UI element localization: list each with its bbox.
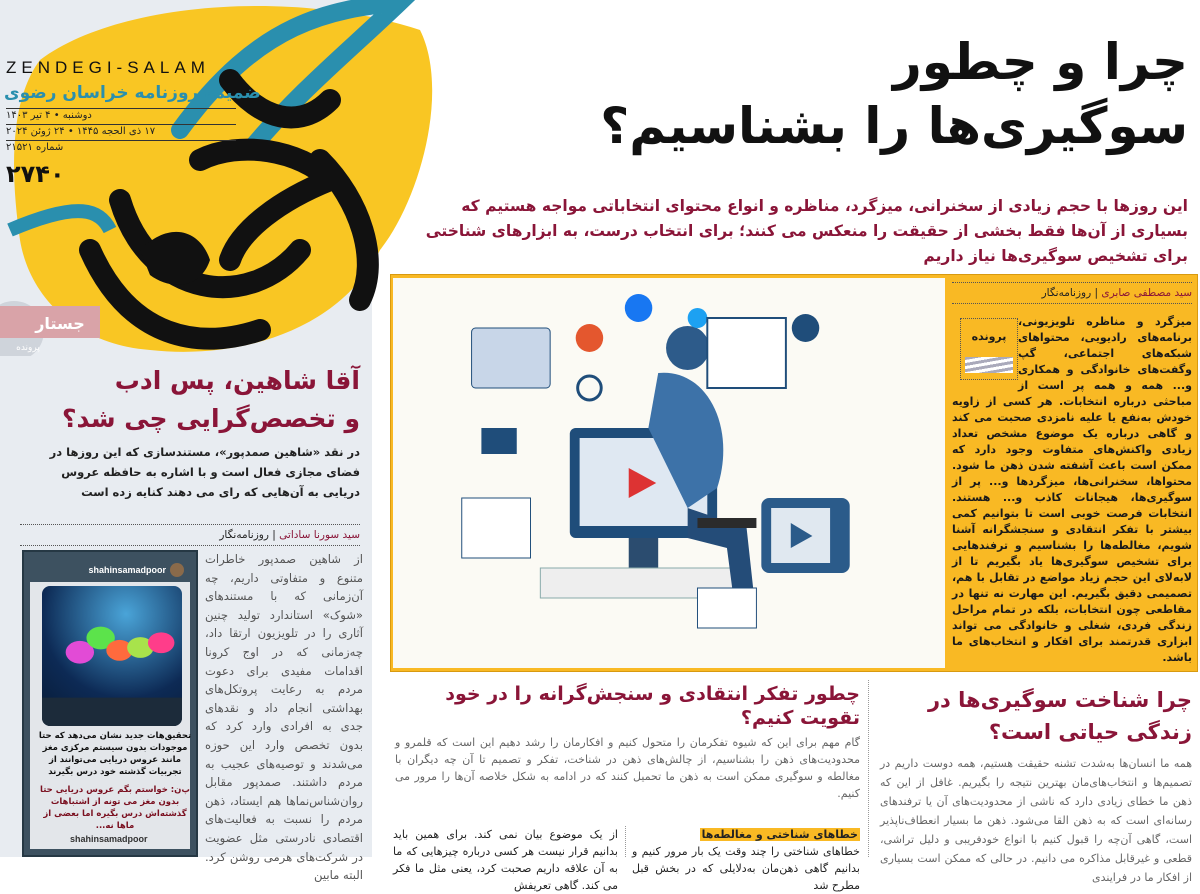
illustration-person-media xyxy=(393,278,945,668)
side-headline xyxy=(20,362,360,438)
person-head xyxy=(666,326,709,370)
right-body: همه ما انسان‌ها به‌شدت تشنه حقیقت هستیم، همه دوست داریم در تصمیم‌ها و انتخاب‌های‌مان بهترین نتیجه را بگیریم. غافل از این که ذهن ما خطای زیادی دارد که ناشی از محدودیت‌های آن یا ترفندهای رسانه‌ای است که به ذهن القا می‌شود. ذهن ما بسیار انعطاف‌ناپذیر است، گاهی آن‌چه را قبول کنیم با انواع خودفریبی و دلیل تراشی، قطعی و غیرقابل مذاکره می دانیم. در حالی که ممکن است بسیاری از افکار ما در فرایندی xyxy=(880,757,1192,884)
main-headline-line1: چرا و چطور xyxy=(892,33,1188,91)
subheading: خطاهای شناختی و مغالطه‌ها xyxy=(701,828,858,841)
jostar-tag-text: جستار xyxy=(35,314,85,333)
stool xyxy=(697,518,756,528)
feature-body xyxy=(952,314,1192,666)
post-caption: تحقیق‌هات جدید نشان می‌دهد که حتا موجودات بدون سیستم مرکزی مغز مانند عروس دریایی می‌توانند از تجربیات گذشته خود درس بگیرند xyxy=(38,731,192,777)
main-lead: این روزها با حجم زیادی از سخنرانی، میزگرد، مناظره و انواع محتوای انتخاباتی مواجه هستیم که بسیاری از آن‌ها فقط بخشی از حقیقت را منعکس می کنند؛ برای انتخاب درست، به ابزارهای شناختی برای تشخیص سوگیری‌ها نیاز داریم xyxy=(425,197,1188,265)
right-headline: چرا شناخت سوگیری‌ها در زندگی حیاتی است؟ xyxy=(927,688,1192,744)
mail-icon xyxy=(481,428,516,454)
side-headline-line1: آقا شاهین، پس ادب xyxy=(114,366,360,395)
middle-column-2: از یک موضوع بیان نمی کند. برای همین باید بدانیم قرار نیست هر کسی درباره چیزهایی که ما به آن علاقه داریم صحبت کرد، یعنی مثل ما فکر می کند. گاهی تعریفش xyxy=(393,828,618,892)
middle-lead: گام مهم برای این که شیوه تفکرمان را متحول کنیم و افکارمان را رشد دهیم این است که قلمرو و محدودیت‌های ذهن را بشناسیم، از چالش‌های ذهن در شناخت، تفکر و تصمیم تا آن چه دیگران با مغالطه و سوگیری ممکن است به ذهن ما تحمیل کنند که در ادامه به شکل خلاصه آن‌ها را مرور می کنیم. xyxy=(395,736,860,800)
author-role: روزنامه‌نگار xyxy=(219,529,269,541)
badge-label: پرونده xyxy=(971,330,1007,343)
byline: سید مصطفی صابری | روزنامه‌نگار xyxy=(952,282,1192,304)
papers-icon xyxy=(462,498,531,558)
jellyfish-image xyxy=(42,586,182,726)
middle-headline: چطور تفکر انتقادی و سنجش‌گرانه را در خود تقویت کنیم؟ xyxy=(445,683,860,729)
author-name: سید سورنا ساداتی xyxy=(279,529,360,541)
globe-icon xyxy=(578,376,602,400)
supplement-number: ۲۷۴۰ xyxy=(6,160,65,188)
main-headline xyxy=(388,30,1188,158)
middle-column-1 xyxy=(632,826,860,894)
supplement-title: ضمیمه روزنامه خراسان رضوی xyxy=(4,83,261,103)
author-role: روزنامه‌نگار xyxy=(1041,287,1092,299)
side-body: از شاهین صمدپور خاطرات متنوع و متفاوتی داریم، چه آن‌زمانی که با مستندهای «شوک» استاندارد تولید چنین آثاری را در تلویزیون ارتقا داد، چه‌زمانی که در اوج کرونا اقدامات مفیدی برای دعوت مردم به رعایت پروتکل‌های بهداشتی انجام داد و نقدهای جدی به افرادی وارد کرد که بدون تخصص وارد این حوزه می‌شدند و توصیه‌های عجیب به مردم داشتند. صمدپور مقابل روان‌شناس‌نماها هم ایستاد، ذهن مردم را نسبت به فعالیت‌های اقتصادی نادرستی مثل عضویت در شرکت‌های هرمی روشن کرد. البته مابین xyxy=(205,552,363,883)
column-divider xyxy=(868,680,869,857)
twitter-icon xyxy=(688,308,708,328)
star-icon xyxy=(792,314,820,342)
brand-latin: ZENDEGI-SALAM xyxy=(6,58,210,77)
stripes-icon xyxy=(965,357,1013,373)
dossier-badge xyxy=(960,318,1018,380)
main-headline-line2: سوگیری‌ها را بشناسیم؟ xyxy=(600,97,1188,155)
middle-column-1-text: خطاهای شناختی را چند وقت یک بار مرور کنیم و بدانیم گاهی ذهن‌مان به‌دلایلی که در بخش قبل مطرح شد xyxy=(632,845,860,892)
side-lead: در نقد «شاهین صمدپور»، مستندسازی که این روزها در فضای مجازی فعال است و با اشاره به حافظه عروس دریایی به آن‌هایی که رای می دهند کنایه زده است xyxy=(49,445,360,499)
avatar xyxy=(170,563,184,577)
jostar-tag xyxy=(0,296,100,356)
chat-icon xyxy=(576,324,604,352)
feature-body-text: میزگرد و مناظره تلویزیونی، برنامه‌های رادیویی، محتواهای شبکه‌های اجتماعی، گپ وگفت‌های خانوادگی و همکاری و... همه و همه پر است از مباحثی درباره انتخابات. هر کسی از زاویه خودش به‌نفع یا علیه نامزدی صحبت می کند و گاهی درباره یک موضوع مشخص تعداد زیادی واکنش‌های متفاوت وجود دارد که ممکن است باعث آشفته شدن ذهن ما شود. محتواها، سخنرانی‌ها، میزگردها و... پر از سوگیری‌ها، هیجانات کاذب و... هستند. انتخابات فرصت خوبی است تا بتوانیم کمی بیشتر با تفکر انتقادی و سنجشگرانه آشنا شویم، مغالطه‌ها را بشناسیم و ترفندهایی برای تشخیص سوگیری‌ها یاد بگیریم تا از لابه‌لای این حجم زیاد مواضع در تقابل با هم، تصمیمی دقیق بگیریم. این مهارت نه تنها در مقاطعی چون انتخابات، بلکه در تمام مراحل زندگی فردی، شغلی و خانوادگی می تواند ابزاری قدرتمند برای افکار و انتخاب‌های ما باشد. xyxy=(952,315,1192,664)
newspaper-icon xyxy=(707,318,786,388)
post-handle-footer: shahinsamadpoor xyxy=(70,834,148,844)
facebook-icon xyxy=(625,294,653,322)
issue-number: شماره ۲۱۵۲۱ xyxy=(6,140,236,154)
post-comment: پ‌ن: خواستم بگم عروس دریایی حتا بدون مغز می تونه از اشتباهات گذشته‌اش درس بگیره اما بعضی از ماها نه... xyxy=(40,785,190,831)
jostar-tag-sub: پرونده xyxy=(16,343,40,353)
side-byline: سید سورنا ساداتی | روزنامه‌نگار xyxy=(20,524,360,546)
date-persian: دوشنبه • ۴ تیر ۱۴۰۳ xyxy=(6,108,236,122)
author-name: سید مصطفی صابری xyxy=(1101,287,1192,299)
feature-text-column xyxy=(952,282,1192,666)
column-divider xyxy=(625,826,626,857)
side-headline-line2: و تخصص‌گرایی چی شد؟ xyxy=(62,404,360,433)
profile-card-icon xyxy=(472,328,551,388)
post-handle: shahinsamadpoor xyxy=(88,565,166,575)
instagram-story-screenshot xyxy=(22,550,198,857)
date-hijri-gregorian: ۱۷ ذی الحجه ۱۴۴۵ • ۲۴ ژوئن ۲۰۲۴ xyxy=(6,124,236,138)
